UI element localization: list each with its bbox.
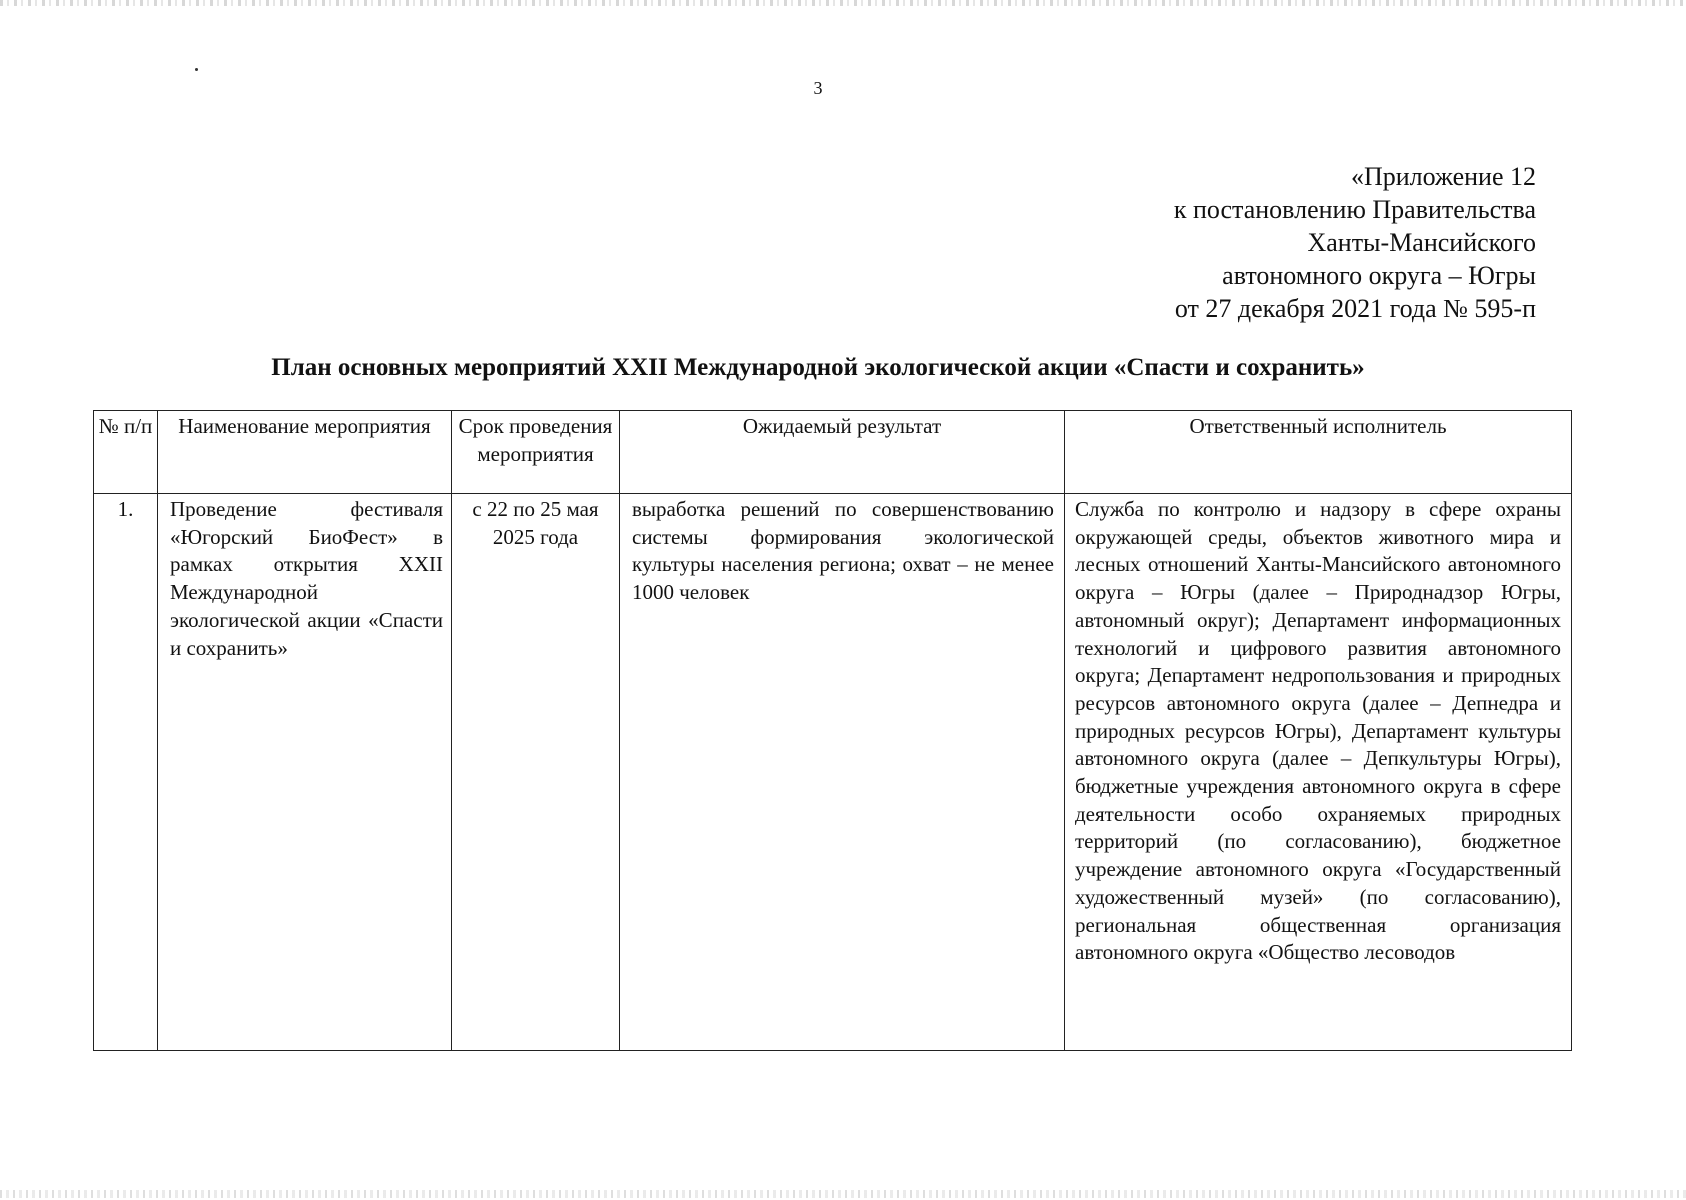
annex-line: «Приложение 12 bbox=[1350, 162, 1536, 191]
annex-line: от 27 декабря 2021 года № 595-п bbox=[1174, 294, 1536, 323]
header-event-name: Наименование мероприятия bbox=[158, 411, 452, 494]
header-responsible: Ответственный исполнитель bbox=[1065, 411, 1572, 494]
header-num: № п/п bbox=[94, 411, 158, 494]
cell-num: 1. bbox=[94, 494, 158, 1051]
scan-speck bbox=[195, 68, 198, 71]
cell-event-name: Проведение фестиваля «Югорский БиоФест» в рамках открытия XXII Международной экологической акции «Спасти и сохранить» bbox=[158, 494, 452, 1051]
table-row bbox=[94, 494, 1572, 1051]
header-expected-result: Ожидаемый результат bbox=[620, 411, 1065, 494]
annex-block bbox=[1174, 160, 1536, 325]
scan-edge-top bbox=[0, 0, 1686, 6]
scan-edge-bottom bbox=[0, 1190, 1686, 1198]
annex-line: к постановлению Правительства bbox=[1173, 195, 1536, 224]
annex-line: автономного округа – Югры bbox=[1222, 261, 1536, 290]
document-title: План основных мероприятий XXII Международной экологической акции «Спасти и сохранить» bbox=[271, 354, 1365, 381]
header-event-date: Срок проведения мероприятия bbox=[452, 411, 620, 494]
page-number: 3 bbox=[813, 78, 823, 98]
annex-line: Ханты-Мансийского bbox=[1307, 228, 1536, 257]
cell-event-date: с 22 по 25 мая 2025 года bbox=[452, 494, 620, 1051]
events-plan-table bbox=[93, 410, 1572, 1051]
table-header-row bbox=[94, 411, 1572, 494]
cell-expected-result: выработка решений по совершенствованию системы формирования экологической культуры населения региона; охват – не менее 1000 человек bbox=[620, 494, 1065, 1051]
cell-responsible: Служба по контролю и надзору в сфере охраны окружающей среды, объектов животного мира и лесных отношений Ханты-Мансийского автономного округа – Югры (далее – Природнадзор Югры, автономный округ); Департамент информационных технологий и цифрового развития автономного округа; Департамент недропользования и природных ресурсов автономного округа (далее – Депнедра и природных ресурсов Югры), Департамент культуры автономного округа (далее – Депкультуры Югры), бюджетные учреждения автономного округа в сфере деятельности особо охраняемых природных территорий (по согласованию), бюджетное учреждение автономного округа «Государственный художественный музей» (по согласованию), региональная общественная организация автономного округа «Общество лесоводов bbox=[1065, 494, 1572, 1051]
